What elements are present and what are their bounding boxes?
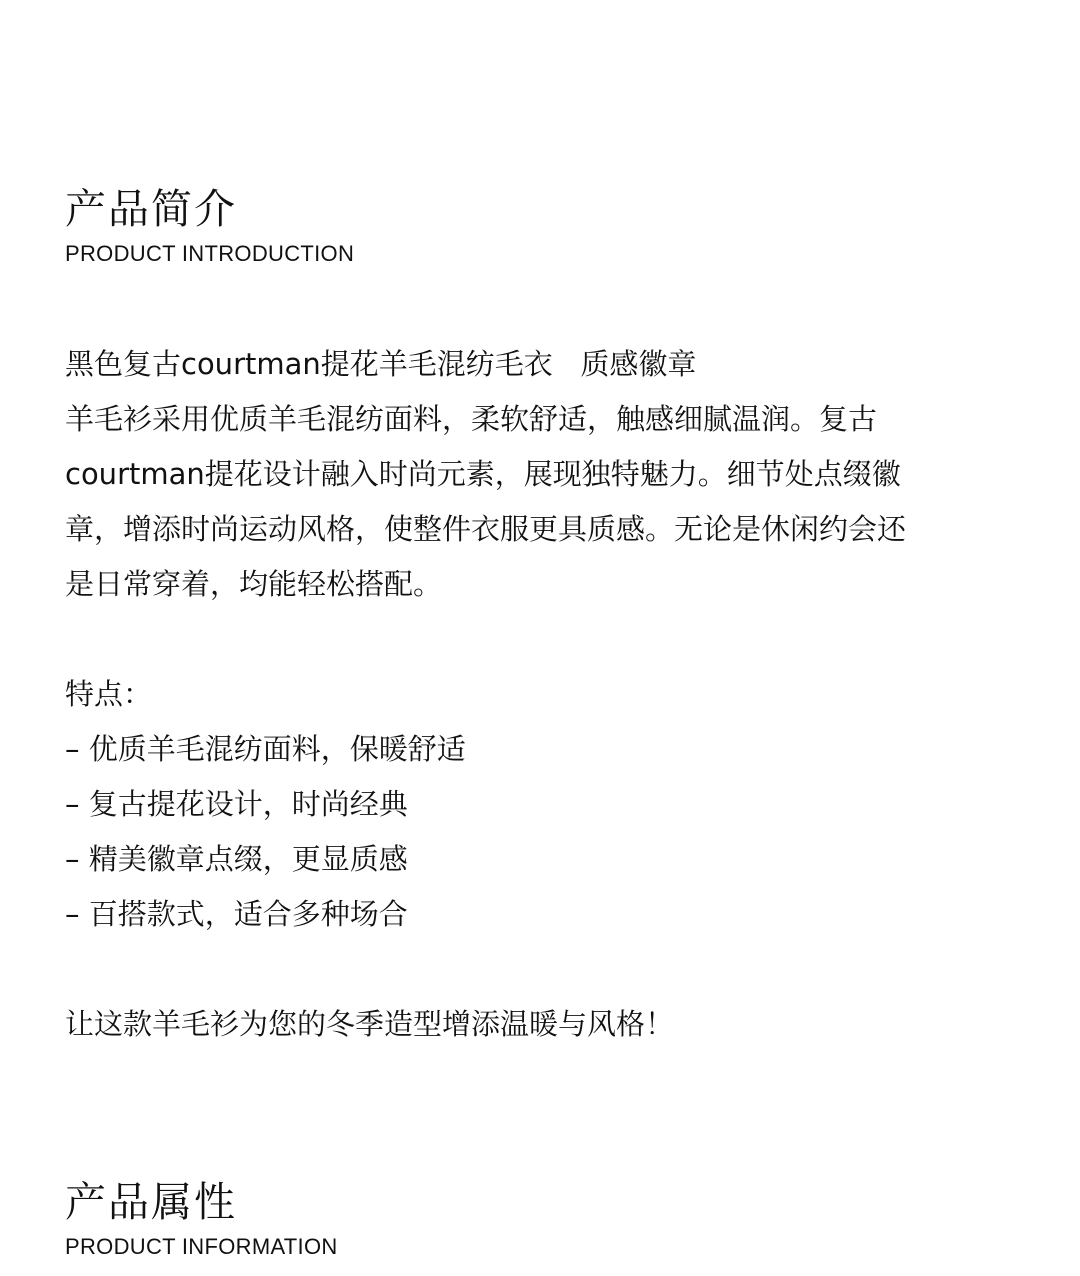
paragraph-line: 是日常穿着，均能轻松搭配。: [65, 567, 443, 601]
feature-item: – 精美徽章点缀，更显质感: [65, 842, 408, 876]
product-information-header: [65, 1178, 1025, 1260]
section-title: 产品简介: [65, 185, 237, 233]
spacer: [65, 612, 1015, 667]
section-subtitle: PRODUCT INTRODUCTION: [65, 241, 355, 266]
features-label: 特点：: [65, 677, 153, 711]
spacer: [65, 942, 1015, 997]
product-headline: 黑色复古courtman提花羊毛混纺毛衣 质感徽章: [65, 347, 697, 381]
product-description: [65, 337, 1015, 1052]
product-introduction-header: [65, 185, 1025, 267]
feature-item: – 复古提花设计，时尚经典: [65, 787, 408, 821]
section-subtitle: PRODUCT INFORMATION: [65, 1234, 338, 1259]
paragraph-line: 羊毛衫采用优质羊毛混纺面料，柔软舒适，触感细腻温润。复古: [65, 402, 878, 436]
closing-line: 让这款羊毛衫为您的冬季造型增添温暖与风格！: [65, 1007, 675, 1041]
feature-item: – 优质羊毛混纺面料，保暖舒适: [65, 732, 466, 766]
paragraph-line: 章，增添时尚运动风格，使整件衣服更具质感。无论是休闲约会还: [65, 512, 907, 546]
feature-item: – 百搭款式，适合多种场合: [65, 897, 408, 931]
paragraph-line: courtman提花设计融入时尚元素，展现独特魅力。细节处点缀徽: [65, 457, 901, 491]
section-title: 产品属性: [65, 1178, 237, 1226]
